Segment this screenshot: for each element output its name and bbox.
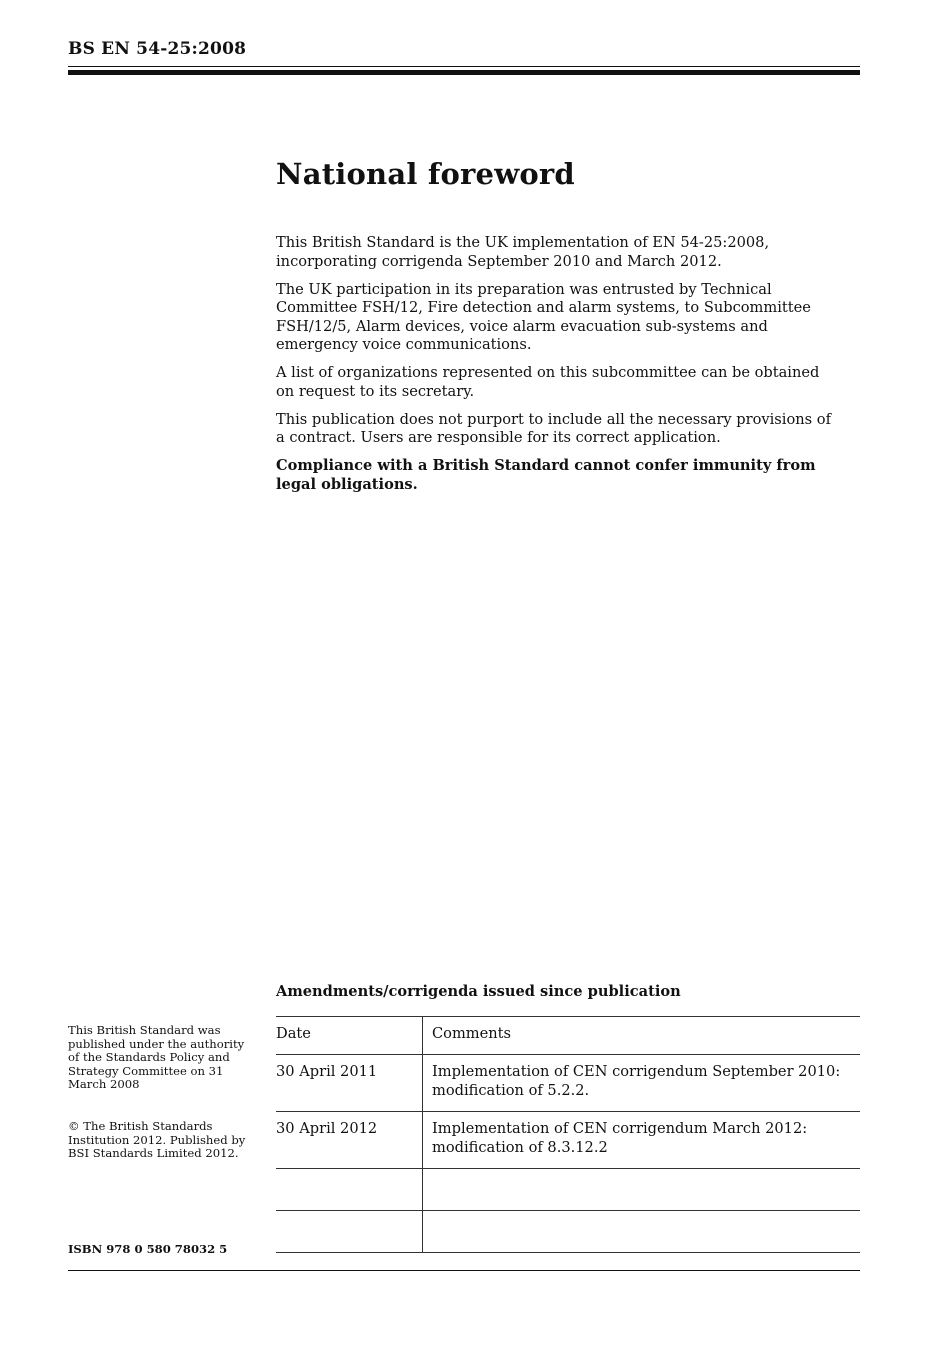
column-header-comments: Comments [423, 1017, 861, 1055]
amendment-date: 30 April 2012 [276, 1112, 423, 1169]
amendment-comment: Implementation of CEN corrigendum March 2012: modification of 8.3.12.2 [423, 1112, 861, 1169]
paragraph-implementation: This British Standard is the UK implementation of EN 54-25:2008, incorporating corrigenda September 2010 and March 2012. [276, 234, 770, 270]
amendments-heading: Amendments/corrigenda issued since publication [276, 983, 681, 1000]
table-header-row [276, 1017, 860, 1055]
table-row-empty [276, 1169, 860, 1211]
paragraph-organizations: A list of organizations represented on this subcommittee can be obtained on request to its secretary. [276, 364, 820, 400]
amendment-date [276, 1169, 423, 1211]
table-row [276, 1055, 860, 1112]
amendment-comment [423, 1211, 861, 1253]
paragraph-contract: This publication does not purport to include all the necessary provisions of a contract. Users are responsible for its correct application. [276, 410, 831, 446]
publication-note: This British Standard was published under the authority of the Standards Policy and Strategy Committee on 31 March 2008 [68, 1023, 245, 1091]
amendment-date: 30 April 2011 [276, 1055, 423, 1112]
table-row-empty [276, 1211, 860, 1253]
standard-code: BS EN 54-25:2008 [68, 39, 247, 59]
paragraph-compliance: Compliance with a British Standard cannot confer immunity from legal obligations. [276, 457, 816, 493]
amendment-comment [423, 1169, 861, 1211]
table-row [276, 1112, 860, 1169]
amendment-comment: Implementation of CEN corrigendum September 2010: modification of 5.2.2. [423, 1055, 861, 1112]
amendments-table [276, 1016, 860, 1253]
isbn: ISBN 978 0 580 78032 5 [68, 1242, 228, 1256]
page-title: National foreword [276, 157, 575, 191]
amendment-date [276, 1211, 423, 1253]
column-header-date: Date [276, 1017, 423, 1055]
header-rule-thick [68, 70, 860, 75]
copyright-note: © The British Standards Institution 2012. Published by BSI Standards Limited 2012. [68, 1119, 246, 1160]
foreword-body [276, 234, 836, 504]
footer-rule [68, 1270, 860, 1271]
paragraph-participation: The UK participation in its preparation was entrusted by Technical Committee FSH/12, Fire detection and alarm systems, to Subcommittee FSH/12/5, Alarm devices, voice alarm evacuation sub-systems and emergency voice communications. [276, 280, 811, 353]
header-rule-thin [68, 66, 860, 67]
